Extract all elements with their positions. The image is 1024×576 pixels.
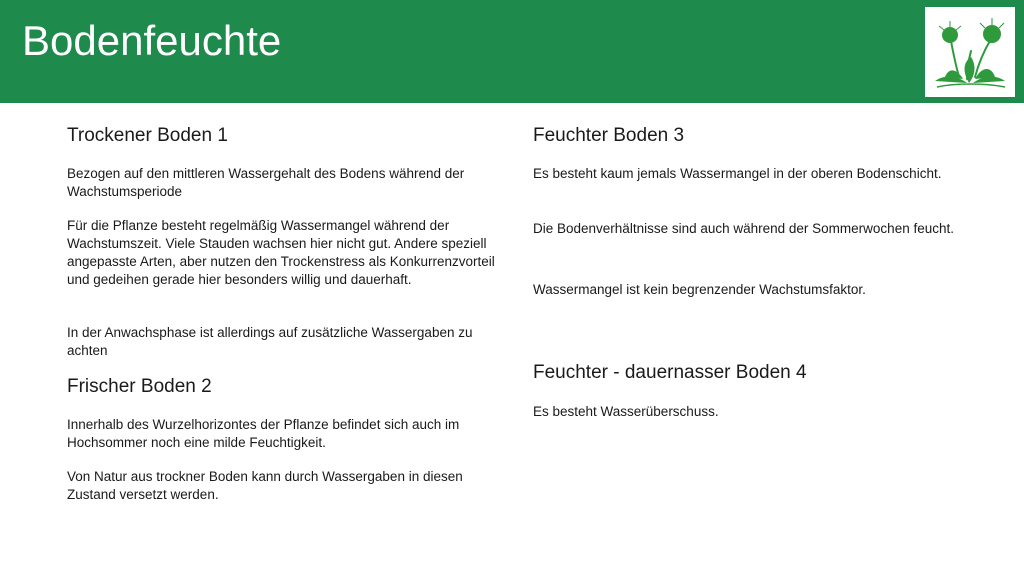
section-heading-frischer-boden: Frischer Boden 2 <box>67 376 212 397</box>
paragraph: Von Natur aus trockner Boden kann durch Wassergaben in diesen Zustand versetzt werden. <box>67 469 463 502</box>
page-title: Bodenfeuchte <box>22 17 282 64</box>
paragraph: Es besteht kaum jemals Wassermangel in der oberen Bodenschicht. <box>533 166 942 181</box>
paragraph: Bezogen auf den mittleren Wassergehalt des Bodens während der Wachstumsperiode <box>67 166 465 199</box>
section-heading-feuchter-boden: Feuchter Boden 3 <box>533 125 685 146</box>
header-bar <box>0 0 1024 103</box>
paragraph: Innerhalb des Wurzelhorizontes der Pflanze befindet sich auch im Hochsommer noch eine milde Feuchtigkeit. <box>67 417 460 450</box>
logo <box>925 7 1015 97</box>
paragraph: Es besteht Wasserüberschuss. <box>533 404 719 419</box>
paragraph: In der Anwachsphase ist allerdings auf zusätzliche Wassergaben zu achten <box>67 325 473 358</box>
paragraph: Die Bodenverhältnisse sind auch während der Sommerwochen feucht. <box>533 221 954 236</box>
section-heading-dauernasser-boden: Feuchter - dauernasser Boden 4 <box>533 362 807 383</box>
paragraph: Wassermangel ist kein begrenzender Wachstumsfaktor. <box>533 282 866 297</box>
paragraph: Für die Pflanze besteht regelmäßig Wassermangel während der Wachstumszeit. Viele Stauden wachsen hier nicht gut. Andere speziell angepasste Arten, aber nutzen den Trockenstress als Konkurrenzvorteil und gedeihen gerade hier besonders willig und dauerhaft. <box>67 218 495 287</box>
section-heading-trockener-boden: Trockener Boden 1 <box>67 125 228 146</box>
dandelion-plant-icon <box>925 7 1015 97</box>
